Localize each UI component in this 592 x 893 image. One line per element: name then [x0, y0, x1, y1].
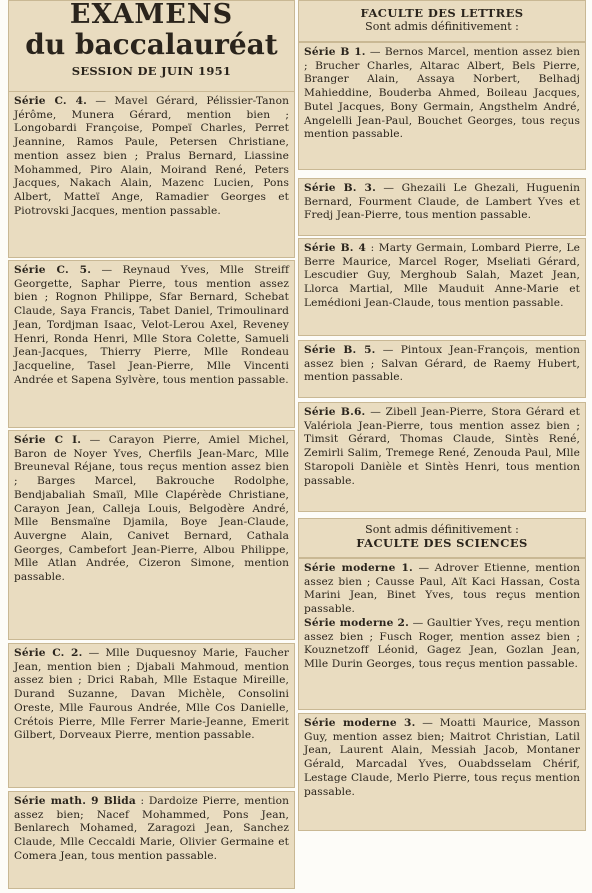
section-label: Série moderne 1.: [304, 562, 413, 574]
faculty-heading: FACULTE DES SCIENCES: [356, 536, 528, 550]
title-line-2: du baccalauréat: [25, 28, 278, 61]
clipping-serie-b3: [298, 178, 586, 236]
section-label: Série math. 9 Blida: [14, 795, 136, 807]
section-text: — Gaultier Yves, reçu mention assez bien ; Fusch Roger, mention assez bien ; Kouznetzoff Léonid, Gagez Jean, Gozlan Jean, Mlle Durin Georges, tous reçus mention passable.: [304, 616, 580, 670]
section-text: — Reynaud Yves, Mlle Streiff Georgette, Saphar Pierre, tous mention assez bien ; Rognon Philippe, Sfar Bernard, Schebat Claude, Saya Francis, Tabet Daniel, Trimoulinard Jean, Tordjman Isaac, Velot-Lerou Axel, Reveney Henri, Ronda Henri, Mlle Stora Colette, Samueli Jean-Jacques, Thierry Pierre, Mlle Rondeau Jacqueline, Tasel Jean-Pierre, Mlle Vincenti Andrée et Sapena Sylvère, tous mention passable.: [14, 264, 289, 386]
faculty-heading: FACULTE DES LETTRES: [360, 6, 524, 20]
section-label: Série C. 2.: [14, 647, 83, 659]
clipping-serie-b4: [298, 238, 586, 336]
section-label: Série C I.: [14, 434, 82, 446]
admitted-line: Sont admis définitivement :: [365, 20, 519, 33]
section-label: Série B. 4: [304, 242, 367, 254]
section-label: Série B. 3.: [304, 182, 376, 194]
clipping-serie-b6: [298, 402, 586, 512]
section-text: — Adrover Etienne, mention assez bien ; Causse Paul, Aït Kaci Hassan, Costa Marini Jean, Binet Yves, tous reçus mention passable.: [304, 562, 580, 616]
clipping-serie-moderne-1-2: [298, 558, 586, 710]
clipping-sciences-header: [298, 518, 586, 558]
section-text: — Bernos Marcel, mention assez bien ; Brucher Charles, Altarac Albert, Bels Pierre, Branger Alain, Assaya Norbert, Belhadj Mahieddine, Bouderba Ahmed, Boileau Jacques, Butel Jacques, Bony Germain, Angsthelm André, Angelelli Jean-Paul, Bouchet Georges, tous reçus mention passable.: [304, 46, 580, 141]
section-label: Série B 1.: [304, 46, 366, 58]
clipping-serie-math9: [8, 791, 295, 889]
title-clipping: [8, 0, 295, 92]
section-text: — Moatti Maurice, Masson Guy, mention assez bien; Maitrot Christian, Latil Jean, Laurent Alain, Messiah Jacob, Montaner Gérald, Marcadal Yves, Ouabdsselam Chérif, Lestage Claude, Merlo Pierre, tous reçus mention passable.: [304, 717, 580, 798]
section-label: Série C. 5.: [14, 264, 92, 276]
clipping-serie-c2: [8, 643, 295, 788]
clipping-serie-b5: [298, 340, 586, 398]
title-line-1: EXAMENS: [69, 0, 234, 30]
section-text: — Pintoux Jean-François, mention assez bien ; Salvan Gérard, de Raemy Hubert, mention passable.: [304, 344, 580, 384]
section-label: Série B.6.: [304, 406, 366, 418]
clipping-serie-c5: [8, 260, 295, 428]
section-text: — Zibell Jean-Pierre, Stora Gérard et Valériola Jean-Pierre, tous mention assez bien ; Timsit Gérard, Thomas Claude, Sintès René, Zemirli Salim, Tremege René, Zenouda Paul, Mlle Staropoli Danièle et Sintès Henri, tous mention passable.: [304, 406, 580, 487]
section-label: Série moderne 2.: [304, 616, 410, 629]
clipping-serie-b1: [298, 42, 586, 170]
clipping-serie-c1: [8, 430, 295, 640]
clipping-serie-c4: [8, 91, 295, 258]
session-heading: SESSION DE JUIN 1951: [71, 64, 232, 78]
section-text: — Mavel Gérard, Pélissier-Tanon Jérôme, Munera Gérard, mention bien ; Longobardi Françoise, Pompeï Charles, Perret Jeannine, Ramos Paule, Petersen Christiane, mention assez bien ; Pralus Bernard, Liassine Mohammed, Piro Alain, Moirand René, Peters Jacques, Nakach Alain, Mazenc Lucien, Pons Albert, Matteï Ange, Ramadier Georges et Piotrovski Jacques, mention passable.: [14, 95, 289, 217]
section-text: — Ghezaili Le Ghezali, Huguenin Bernard, Fourment Claude, de Lambert Yves et Fredj Jean-Pierre, tous mention passable.: [304, 182, 580, 222]
section-text: : Dardoize Pierre, mention assez bien; Nacef Mohammed, Pons Jean, Benlarech Mohamed, Zaragozi Jean, Sanchez Claude, Mlle Ceccaldi Marie, Olivier Germaine et Comera Jean, tous mention passable.: [14, 795, 289, 862]
section-text: — Mlle Duquesnoy Marie, Faucher Jean, mention bien ; Djabali Mahmoud, mention assez bien ; Drici Rabah, Mlle Estaque Mireille, Durand Suzanne, Davan Michèle, Consolini Oreste, Mlle Faurous Andrée, Mlle Cos Danielle, Crétois Pierre, Mlle Ferrer Marie-Jeanne, Emerit Gilbert, Dorveaux Pierre, mention passable.: [14, 647, 289, 742]
section-label: Série C. 4.: [14, 95, 88, 107]
section-label: Série B. 5.: [304, 344, 376, 356]
admitted-line: Sont admis définitivement :: [365, 523, 519, 536]
clipping-lettres-header: [298, 0, 586, 42]
section-text: — Carayon Pierre, Amiel Michel, Baron de Noyer Yves, Cherfils Jean-Marc, Mlle Breuneval Réjane, tous reçus mention assez bien ; Barges Marcel, Bakrouche Rodolphe, Bendjabaliah Smaïl, Mlle Clapérède Christiane, Carayon Jean, Calleja Louis, Belgodère André, Mlle Bensmaïne Djamila, Boye Jean-Claude, Auvergne Alain, Canivet Bernard, Cathala Georges, Cambefort Jean-Pierre, Albou Philippe, Mlle Atlan Andrée, Cizeron Simone, mention passable.: [14, 434, 289, 584]
section-text: : Marty Germain, Lombard Pierre, Le Berre Maurice, Marcel Roger, Mseliati Gérard, Lescudier Guy, Merghoub Salah, Mazet Jean, Llorca Martial, Mlle Mauduit Anne-Marie et Lemédioni Jean-Claude, tous mention passable.: [304, 242, 580, 309]
section-label: Série moderne 3.: [304, 717, 416, 729]
clipping-serie-moderne-3: [298, 713, 586, 831]
